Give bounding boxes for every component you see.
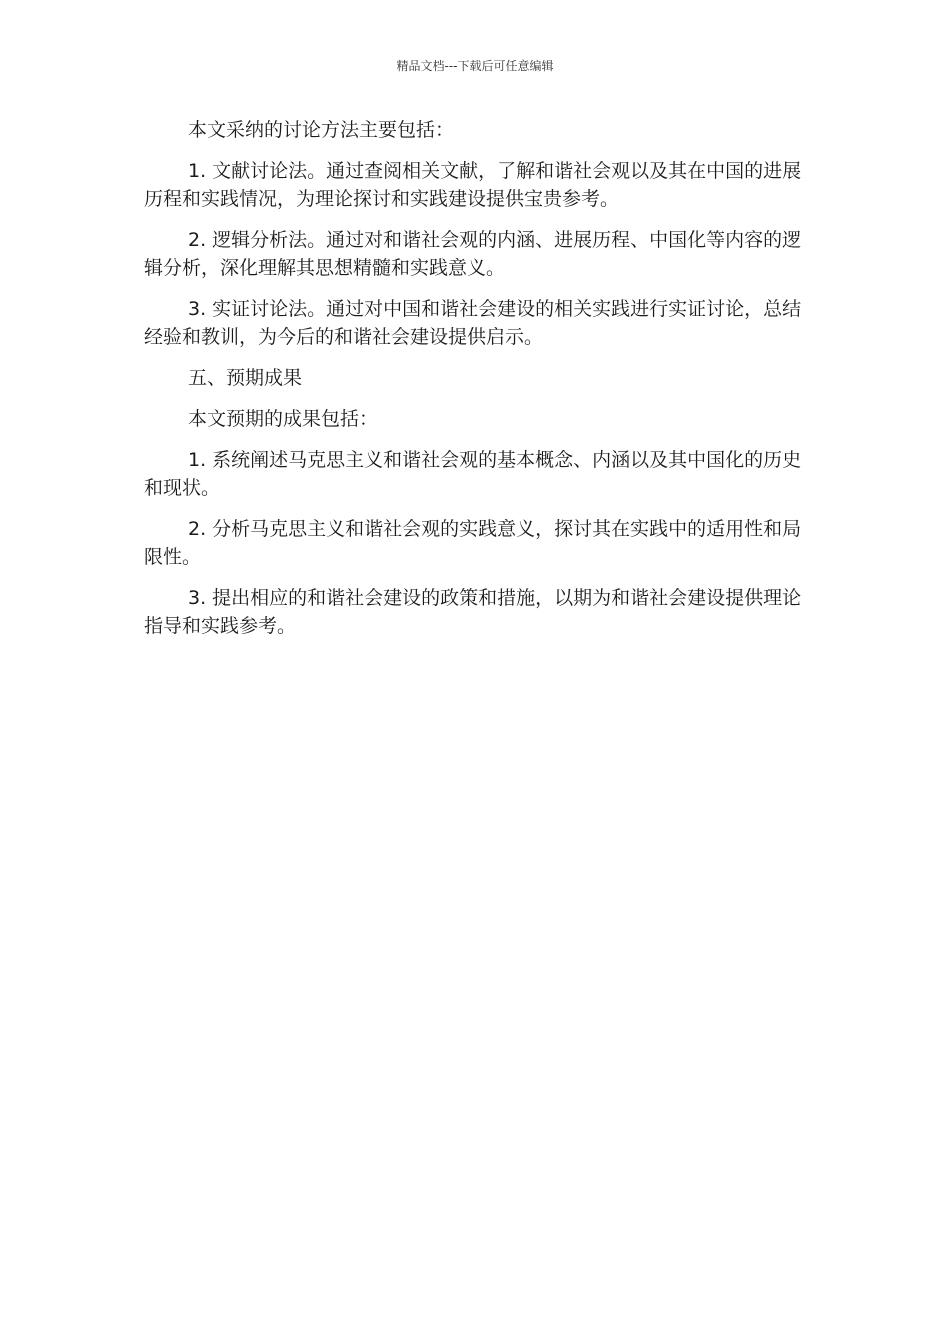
paragraph-result-1: 1. 系统阐述马克思主义和谐社会观的基本概念、内涵以及其中国化的历史和现状。 [144, 449, 802, 499]
document-body [144, 116, 808, 653]
paragraph-results-intro: 本文预期的成果包括： [188, 408, 379, 430]
page-header-note: 精品文档---下载后可任意编辑 [396, 59, 554, 73]
paragraph-result-2: 2. 分析马克思主义和谐社会观的实践意义，探讨其在实践中的适用性和局限性。 [144, 518, 802, 568]
paragraph-method-logic: 2. 逻辑分析法。通过对和谐社会观的内涵、进展历程、中国化等内容的逻辑分析，深化理解其思想精髓和实践意义。 [144, 229, 802, 279]
paragraph-method-literature: 1. 文献讨论法。通过查阅相关文献，了解和谐社会观以及其在中国的进展历程和实践情况，为理论探讨和实践建设提供宝贵参考。 [144, 160, 802, 210]
paragraph-method-empirical: 3. 实证讨论法。通过对中国和谐社会建设的相关实践进行实证讨论，总结经验和教训，为今后的和谐社会建设提供启示。 [144, 298, 802, 348]
paragraph-methods-intro: 本文采纳的讨论方法主要包括： [188, 119, 455, 141]
paragraph-result-3: 3. 提出相应的和谐社会建设的政策和措施，以期为和谐社会建设提供理论指导和实践参考。 [144, 587, 802, 637]
section-heading-expected-results: 五、预期成果 [188, 367, 303, 389]
